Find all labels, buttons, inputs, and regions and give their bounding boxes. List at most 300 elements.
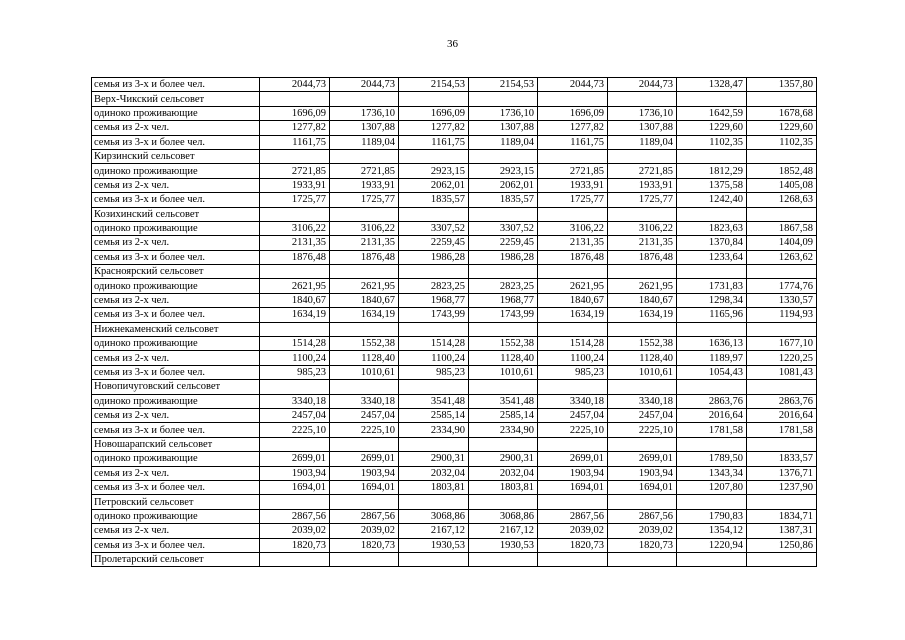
row-label-cell: семья из 3-х и более чел. xyxy=(92,538,260,552)
value-cell: 1696,09 xyxy=(399,106,469,120)
table-row xyxy=(92,178,817,192)
value-cell: 1207,80 xyxy=(677,480,747,494)
value-cell: 1634,19 xyxy=(608,308,677,322)
value-cell: 2699,01 xyxy=(330,452,399,466)
row-label-cell: семья из 3-х и более чел. xyxy=(92,365,260,379)
row-label-cell: одиноко проживающие xyxy=(92,221,260,235)
section-title-cell: Красноярский сельсовет xyxy=(92,265,260,279)
value-cell: 1357,80 xyxy=(747,78,817,92)
value-cell: 1933,91 xyxy=(538,178,608,192)
value-cell: 2923,15 xyxy=(469,164,538,178)
value-cell: 1010,61 xyxy=(330,365,399,379)
value-cell: 2823,25 xyxy=(469,279,538,293)
value-cell: 2167,12 xyxy=(399,524,469,538)
value-cell: 1677,10 xyxy=(747,337,817,351)
value-cell xyxy=(330,265,399,279)
table-row xyxy=(92,121,817,135)
value-cell: 2867,56 xyxy=(608,509,677,523)
value-cell: 1189,04 xyxy=(330,135,399,149)
value-cell: 1161,75 xyxy=(538,135,608,149)
value-cell: 1903,94 xyxy=(608,466,677,480)
value-cell xyxy=(608,92,677,106)
value-cell: 1803,81 xyxy=(399,480,469,494)
value-cell: 2016,64 xyxy=(677,408,747,422)
row-label-cell: одиноко проживающие xyxy=(92,394,260,408)
value-cell: 1189,04 xyxy=(608,135,677,149)
value-cell xyxy=(677,552,747,566)
value-cell xyxy=(399,149,469,163)
value-cell: 1835,57 xyxy=(469,193,538,207)
value-cell: 1161,75 xyxy=(399,135,469,149)
value-cell: 1903,94 xyxy=(330,466,399,480)
value-cell xyxy=(330,380,399,394)
value-cell xyxy=(677,265,747,279)
value-cell: 1165,96 xyxy=(677,308,747,322)
value-cell xyxy=(399,495,469,509)
value-cell: 2721,85 xyxy=(538,164,608,178)
value-cell xyxy=(747,207,817,221)
value-cell: 1986,28 xyxy=(399,250,469,264)
value-cell xyxy=(608,437,677,451)
value-cell: 2621,95 xyxy=(260,279,330,293)
table-row xyxy=(92,452,817,466)
value-cell xyxy=(330,322,399,336)
value-cell: 3541,48 xyxy=(399,394,469,408)
value-cell: 3307,52 xyxy=(399,221,469,235)
value-cell: 1277,82 xyxy=(538,121,608,135)
value-cell: 3106,22 xyxy=(608,221,677,235)
section-title-cell: Новошарапский сельсовет xyxy=(92,437,260,451)
value-cell: 3307,52 xyxy=(469,221,538,235)
value-cell: 2167,12 xyxy=(469,524,538,538)
value-cell xyxy=(330,552,399,566)
row-label-cell: одиноко проживающие xyxy=(92,106,260,120)
row-label-cell: семья из 3-х и более чел. xyxy=(92,308,260,322)
value-cell: 2131,35 xyxy=(538,236,608,250)
table-row xyxy=(92,78,817,92)
value-cell: 2039,02 xyxy=(608,524,677,538)
value-cell xyxy=(747,437,817,451)
value-cell: 2225,10 xyxy=(330,423,399,437)
value-cell: 1229,60 xyxy=(747,121,817,135)
value-cell: 1404,09 xyxy=(747,236,817,250)
table-row xyxy=(92,423,817,437)
value-cell: 1789,50 xyxy=(677,452,747,466)
value-cell: 3541,48 xyxy=(469,394,538,408)
value-cell xyxy=(399,322,469,336)
value-cell: 1694,01 xyxy=(608,480,677,494)
value-cell xyxy=(747,322,817,336)
value-cell: 1852,48 xyxy=(747,164,817,178)
value-cell: 2225,10 xyxy=(260,423,330,437)
value-cell xyxy=(677,437,747,451)
value-cell: 1514,28 xyxy=(260,337,330,351)
value-cell xyxy=(747,380,817,394)
value-cell: 1514,28 xyxy=(538,337,608,351)
value-cell: 2900,31 xyxy=(399,452,469,466)
value-cell xyxy=(538,437,608,451)
row-label-cell: семья из 3-х и более чел. xyxy=(92,135,260,149)
value-cell: 1354,12 xyxy=(677,524,747,538)
value-cell: 3068,86 xyxy=(469,509,538,523)
section-header-row xyxy=(92,322,817,336)
value-cell: 1986,28 xyxy=(469,250,538,264)
value-cell: 1100,24 xyxy=(399,351,469,365)
value-cell: 2334,90 xyxy=(469,423,538,437)
value-cell: 1930,53 xyxy=(469,538,538,552)
value-cell: 1903,94 xyxy=(538,466,608,480)
value-cell xyxy=(399,437,469,451)
value-cell: 1552,38 xyxy=(469,337,538,351)
value-cell: 3340,18 xyxy=(330,394,399,408)
table-row xyxy=(92,337,817,351)
value-cell: 2863,76 xyxy=(677,394,747,408)
value-cell: 1781,58 xyxy=(677,423,747,437)
value-cell: 2863,76 xyxy=(747,394,817,408)
value-cell xyxy=(608,149,677,163)
value-cell: 1229,60 xyxy=(677,121,747,135)
row-label-cell: семья из 2-х чел. xyxy=(92,178,260,192)
table-row xyxy=(92,106,817,120)
row-label-cell: семья из 3-х и более чел. xyxy=(92,250,260,264)
value-cell: 1833,57 xyxy=(747,452,817,466)
value-cell: 1803,81 xyxy=(469,480,538,494)
value-cell: 1933,91 xyxy=(330,178,399,192)
value-cell: 1552,38 xyxy=(330,337,399,351)
value-cell: 2457,04 xyxy=(538,408,608,422)
value-cell xyxy=(260,552,330,566)
value-cell: 1189,97 xyxy=(677,351,747,365)
value-cell: 1725,77 xyxy=(260,193,330,207)
value-cell: 1840,67 xyxy=(608,293,677,307)
value-cell xyxy=(399,207,469,221)
value-cell xyxy=(747,495,817,509)
value-cell: 1774,76 xyxy=(747,279,817,293)
value-cell: 1736,10 xyxy=(608,106,677,120)
value-cell: 3340,18 xyxy=(538,394,608,408)
value-cell: 2062,01 xyxy=(469,178,538,192)
value-cell xyxy=(747,265,817,279)
section-header-row xyxy=(92,92,817,106)
value-cell: 1840,67 xyxy=(330,293,399,307)
value-cell: 2039,02 xyxy=(330,524,399,538)
value-cell xyxy=(608,380,677,394)
value-cell xyxy=(399,552,469,566)
value-cell: 1010,61 xyxy=(469,365,538,379)
value-cell: 1128,40 xyxy=(330,351,399,365)
value-cell: 2259,45 xyxy=(399,236,469,250)
value-cell xyxy=(677,322,747,336)
value-cell: 1242,40 xyxy=(677,193,747,207)
value-cell xyxy=(330,92,399,106)
value-cell: 1790,83 xyxy=(677,509,747,523)
table-row xyxy=(92,466,817,480)
section-title-cell: Нижнекаменский сельсовет xyxy=(92,322,260,336)
value-cell xyxy=(260,322,330,336)
value-cell: 2457,04 xyxy=(260,408,330,422)
table-row xyxy=(92,351,817,365)
value-cell: 1268,63 xyxy=(747,193,817,207)
value-cell xyxy=(469,207,538,221)
table-row xyxy=(92,538,817,552)
value-cell xyxy=(469,149,538,163)
value-cell: 1010,61 xyxy=(608,365,677,379)
value-cell: 1263,62 xyxy=(747,250,817,264)
value-cell xyxy=(677,149,747,163)
row-label-cell: семья из 2-х чел. xyxy=(92,236,260,250)
value-cell: 1725,77 xyxy=(608,193,677,207)
section-header-row xyxy=(92,380,817,394)
value-cell xyxy=(677,92,747,106)
value-cell: 1634,19 xyxy=(330,308,399,322)
value-cell: 2721,85 xyxy=(260,164,330,178)
value-cell: 1876,48 xyxy=(538,250,608,264)
value-cell: 1820,73 xyxy=(608,538,677,552)
value-cell: 1128,40 xyxy=(608,351,677,365)
value-cell: 2016,64 xyxy=(747,408,817,422)
value-cell: 2867,56 xyxy=(260,509,330,523)
value-cell: 1694,01 xyxy=(330,480,399,494)
value-cell: 1933,91 xyxy=(260,178,330,192)
value-cell: 3106,22 xyxy=(330,221,399,235)
value-cell: 1220,25 xyxy=(747,351,817,365)
value-cell: 985,23 xyxy=(260,365,330,379)
row-label-cell: семья из 2-х чел. xyxy=(92,121,260,135)
value-cell: 1636,13 xyxy=(677,337,747,351)
value-cell: 3068,86 xyxy=(399,509,469,523)
value-cell: 1387,31 xyxy=(747,524,817,538)
value-cell: 1343,34 xyxy=(677,466,747,480)
section-title-cell: Козихинский сельсовет xyxy=(92,207,260,221)
value-cell: 1812,29 xyxy=(677,164,747,178)
value-cell: 1968,77 xyxy=(469,293,538,307)
value-cell: 1233,64 xyxy=(677,250,747,264)
value-cell: 3106,22 xyxy=(260,221,330,235)
value-cell: 1194,93 xyxy=(747,308,817,322)
value-cell: 1731,83 xyxy=(677,279,747,293)
row-label-cell: семья из 3-х и более чел. xyxy=(92,78,260,92)
table-row xyxy=(92,480,817,494)
value-cell: 2923,15 xyxy=(399,164,469,178)
value-cell: 2062,01 xyxy=(399,178,469,192)
value-cell: 1930,53 xyxy=(399,538,469,552)
value-cell xyxy=(538,322,608,336)
value-cell: 2044,73 xyxy=(538,78,608,92)
value-cell: 1840,67 xyxy=(538,293,608,307)
value-cell: 1370,84 xyxy=(677,236,747,250)
section-header-row xyxy=(92,149,817,163)
row-label-cell: одиноко проживающие xyxy=(92,279,260,293)
value-cell xyxy=(538,92,608,106)
value-cell xyxy=(677,380,747,394)
value-cell: 2867,56 xyxy=(538,509,608,523)
value-cell: 985,23 xyxy=(399,365,469,379)
value-cell: 2044,73 xyxy=(608,78,677,92)
value-cell xyxy=(538,207,608,221)
value-cell: 2044,73 xyxy=(260,78,330,92)
row-label-cell: одиноко проживающие xyxy=(92,337,260,351)
value-cell: 1736,10 xyxy=(469,106,538,120)
table-row xyxy=(92,365,817,379)
table-row xyxy=(92,279,817,293)
value-cell: 1161,75 xyxy=(260,135,330,149)
value-cell: 1054,43 xyxy=(677,365,747,379)
row-label-cell: семья из 2-х чел. xyxy=(92,466,260,480)
value-cell: 2900,31 xyxy=(469,452,538,466)
row-label-cell: одиноко проживающие xyxy=(92,452,260,466)
value-cell: 1100,24 xyxy=(538,351,608,365)
value-cell: 1328,47 xyxy=(677,78,747,92)
row-label-cell: семья из 2-х чел. xyxy=(92,293,260,307)
table-row xyxy=(92,135,817,149)
value-cell: 1081,43 xyxy=(747,365,817,379)
value-cell: 1694,01 xyxy=(538,480,608,494)
value-cell: 1725,77 xyxy=(538,193,608,207)
section-title-cell: Новопичуговский сельсовет xyxy=(92,380,260,394)
value-cell xyxy=(608,207,677,221)
value-cell: 2621,95 xyxy=(608,279,677,293)
table-row xyxy=(92,308,817,322)
value-cell: 1307,88 xyxy=(330,121,399,135)
value-cell: 1277,82 xyxy=(399,121,469,135)
value-cell: 1376,71 xyxy=(747,466,817,480)
value-cell xyxy=(330,437,399,451)
value-cell: 2334,90 xyxy=(399,423,469,437)
value-cell: 1820,73 xyxy=(330,538,399,552)
value-cell: 1743,99 xyxy=(399,308,469,322)
value-cell xyxy=(399,92,469,106)
table-row xyxy=(92,164,817,178)
value-cell: 1823,63 xyxy=(677,221,747,235)
value-cell xyxy=(608,322,677,336)
value-cell xyxy=(608,265,677,279)
value-cell: 1634,19 xyxy=(260,308,330,322)
table-row xyxy=(92,221,817,235)
value-cell xyxy=(538,552,608,566)
row-label-cell: одиноко проживающие xyxy=(92,164,260,178)
value-cell xyxy=(260,380,330,394)
value-cell: 1250,86 xyxy=(747,538,817,552)
value-cell: 1552,38 xyxy=(608,337,677,351)
row-label-cell: семья из 3-х и более чел. xyxy=(92,480,260,494)
value-cell xyxy=(469,265,538,279)
value-cell: 1781,58 xyxy=(747,423,817,437)
value-cell: 1840,67 xyxy=(260,293,330,307)
value-cell xyxy=(608,495,677,509)
value-cell: 1696,09 xyxy=(260,106,330,120)
value-cell: 1820,73 xyxy=(260,538,330,552)
value-cell xyxy=(747,149,817,163)
value-cell: 2225,10 xyxy=(538,423,608,437)
value-cell: 2699,01 xyxy=(538,452,608,466)
row-label-cell: семья из 3-х и более чел. xyxy=(92,423,260,437)
value-cell xyxy=(747,92,817,106)
value-cell: 2154,53 xyxy=(469,78,538,92)
value-cell: 1100,24 xyxy=(260,351,330,365)
row-label-cell: семья из 2-х чел. xyxy=(92,524,260,538)
value-cell: 2621,95 xyxy=(538,279,608,293)
section-header-row xyxy=(92,207,817,221)
value-cell: 2032,04 xyxy=(399,466,469,480)
value-cell: 985,23 xyxy=(538,365,608,379)
value-cell: 1102,35 xyxy=(677,135,747,149)
table-row xyxy=(92,394,817,408)
value-cell xyxy=(330,207,399,221)
table-body xyxy=(92,78,817,567)
value-cell: 1968,77 xyxy=(399,293,469,307)
value-cell: 2044,73 xyxy=(330,78,399,92)
value-cell: 1189,04 xyxy=(469,135,538,149)
value-cell: 1634,19 xyxy=(538,308,608,322)
value-cell: 3340,18 xyxy=(608,394,677,408)
section-title-cell: Петровский сельсовет xyxy=(92,495,260,509)
value-cell: 2823,25 xyxy=(399,279,469,293)
value-cell: 2131,35 xyxy=(330,236,399,250)
section-title-cell: Кирзинский сельсовет xyxy=(92,149,260,163)
section-title-cell: Верх-Чикский сельсовет xyxy=(92,92,260,106)
page-number: 36 xyxy=(447,38,458,50)
value-cell: 2721,85 xyxy=(608,164,677,178)
table-row xyxy=(92,236,817,250)
row-label-cell: семья из 2-х чел. xyxy=(92,408,260,422)
value-cell: 1405,08 xyxy=(747,178,817,192)
value-cell: 1307,88 xyxy=(469,121,538,135)
section-header-row xyxy=(92,495,817,509)
value-cell: 1867,58 xyxy=(747,221,817,235)
value-cell: 2457,04 xyxy=(608,408,677,422)
table-row xyxy=(92,509,817,523)
value-cell xyxy=(747,552,817,566)
value-cell: 2131,35 xyxy=(608,236,677,250)
value-cell: 2457,04 xyxy=(330,408,399,422)
value-cell xyxy=(260,437,330,451)
tariff-table xyxy=(91,77,817,567)
value-cell: 2039,02 xyxy=(260,524,330,538)
value-cell: 2699,01 xyxy=(608,452,677,466)
value-cell: 3340,18 xyxy=(260,394,330,408)
value-cell: 1375,58 xyxy=(677,178,747,192)
value-cell: 1736,10 xyxy=(330,106,399,120)
value-cell: 1743,99 xyxy=(469,308,538,322)
value-cell: 1876,48 xyxy=(608,250,677,264)
value-cell: 1330,57 xyxy=(747,293,817,307)
value-cell xyxy=(469,92,538,106)
value-cell: 1696,09 xyxy=(538,106,608,120)
value-cell: 2039,02 xyxy=(538,524,608,538)
value-cell xyxy=(260,265,330,279)
value-cell: 3106,22 xyxy=(538,221,608,235)
value-cell xyxy=(469,322,538,336)
value-cell xyxy=(260,92,330,106)
value-cell: 1298,34 xyxy=(677,293,747,307)
value-cell: 1933,91 xyxy=(608,178,677,192)
value-cell: 2867,56 xyxy=(330,509,399,523)
value-cell: 1642,59 xyxy=(677,106,747,120)
table-row xyxy=(92,250,817,264)
value-cell: 1514,28 xyxy=(399,337,469,351)
value-cell xyxy=(469,380,538,394)
value-cell: 1277,82 xyxy=(260,121,330,135)
value-cell xyxy=(538,149,608,163)
value-cell xyxy=(399,265,469,279)
value-cell: 1128,40 xyxy=(469,351,538,365)
value-cell: 2585,14 xyxy=(469,408,538,422)
table-row xyxy=(92,293,817,307)
value-cell: 2032,04 xyxy=(469,466,538,480)
value-cell: 1102,35 xyxy=(747,135,817,149)
section-title-cell: Пролетарский сельсовет xyxy=(92,552,260,566)
value-cell: 2154,53 xyxy=(399,78,469,92)
